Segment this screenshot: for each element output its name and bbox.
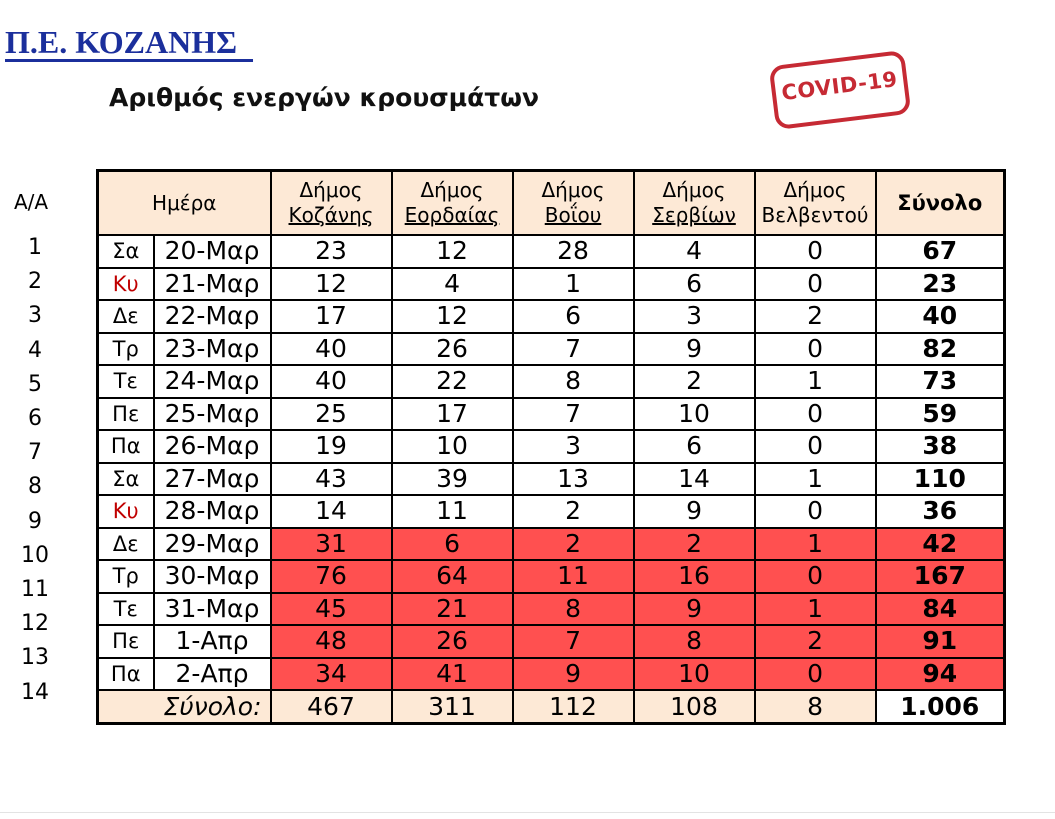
table-row [98, 365, 1005, 398]
day-of-week-cell: Τρ [98, 560, 154, 593]
total-cell: 59 [876, 398, 1005, 431]
table-header-row [98, 171, 1005, 236]
date-cell: 20-Μαρ [154, 235, 271, 268]
date-cell: 21-Μαρ [154, 268, 271, 301]
row-number: 1 [28, 235, 42, 260]
day-of-week-cell: Δε [98, 528, 154, 561]
table-row [98, 235, 1005, 268]
voiou-cell: 8 [513, 365, 634, 398]
voiou-cell: 8 [513, 593, 634, 626]
totals-row [98, 690, 1005, 724]
header-eordaias [392, 171, 513, 236]
voiou-cell: 13 [513, 463, 634, 496]
kozanis-cell: 17 [271, 300, 392, 333]
table-row [98, 463, 1005, 496]
row-number: 12 [21, 611, 49, 637]
stamp-label: COVID-19 [780, 67, 899, 106]
date-cell: 23-Μαρ [154, 333, 271, 366]
eordaias-cell: 12 [392, 235, 513, 268]
date-cell: 24-Μαρ [154, 365, 271, 398]
header-kozanis-line2: Κοζάνης [288, 203, 374, 227]
kozanis-cell: 12 [271, 268, 392, 301]
date-cell: 2-Απρ [154, 658, 271, 691]
date-cell: 29-Μαρ [154, 528, 271, 561]
servion-cell: 3 [634, 300, 755, 333]
voiou-cell: 2 [513, 495, 634, 528]
row-number: 10 [21, 542, 49, 568]
servion-cell: 8 [634, 625, 755, 658]
header-day: Ημέρα [98, 171, 271, 236]
voiou-cell: 6 [513, 300, 634, 333]
header-servion-line1: Δήμος [662, 178, 726, 202]
total-cell: 38 [876, 430, 1005, 463]
day-of-week-cell: Σα [98, 463, 154, 496]
day-of-week-cell: Πα [98, 658, 154, 691]
table-row [98, 560, 1005, 593]
total-cell: 73 [876, 365, 1005, 398]
eordaias-cell: 26 [392, 625, 513, 658]
day-of-week-cell: Κυ [98, 495, 154, 528]
date-cell: 31-Μαρ [154, 593, 271, 626]
velventou-cell: 2 [755, 625, 876, 658]
row-number: 4 [28, 337, 42, 363]
totals-eordaias: 311 [392, 690, 513, 724]
servion-cell: 6 [634, 268, 755, 301]
header-servion [634, 171, 755, 236]
velventou-cell: 0 [755, 235, 876, 268]
kozanis-cell: 25 [271, 398, 392, 431]
covid-stamp [769, 50, 912, 130]
velventou-cell: 0 [755, 430, 876, 463]
total-cell: 84 [876, 593, 1005, 626]
eordaias-cell: 64 [392, 560, 513, 593]
eordaias-cell: 17 [392, 398, 513, 431]
date-cell: 28-Μαρ [154, 495, 271, 528]
voiou-cell: 7 [513, 625, 634, 658]
table-row [98, 528, 1005, 561]
velventou-cell: 0 [755, 268, 876, 301]
header-voiou [513, 171, 634, 236]
total-cell: 42 [876, 528, 1005, 561]
velventou-cell: 0 [755, 560, 876, 593]
header-velventou-line1: Δήμος [783, 178, 847, 202]
velventou-cell: 1 [755, 365, 876, 398]
day-of-week-cell: Τρ [98, 333, 154, 366]
row-number: 8 [28, 474, 42, 500]
servion-cell: 2 [634, 365, 755, 398]
table-row [98, 495, 1005, 528]
header-voiou-line1: Δήμος [541, 178, 605, 202]
eordaias-cell: 26 [392, 333, 513, 366]
eordaias-cell: 22 [392, 365, 513, 398]
velventou-cell: 2 [755, 300, 876, 333]
row-number: 2 [28, 269, 42, 295]
kozanis-cell: 45 [271, 593, 392, 626]
totals-servion: 108 [634, 690, 755, 724]
day-of-week-cell: Δε [98, 300, 154, 333]
day-of-week-cell: Τε [98, 593, 154, 626]
header-velventou [755, 171, 876, 236]
kozanis-cell: 31 [271, 528, 392, 561]
velventou-cell: 0 [755, 658, 876, 691]
day-of-week-cell: Πε [98, 398, 154, 431]
table-row [98, 593, 1005, 626]
header-eordaias-line1: Δήμος [420, 178, 484, 202]
kozanis-cell: 48 [271, 625, 392, 658]
velventou-cell: 0 [755, 398, 876, 431]
velventou-cell: 1 [755, 528, 876, 561]
table-row [98, 658, 1005, 691]
row-number: 14 [21, 679, 49, 705]
page-subtitle: Αριθμός ενεργών κρουσμάτων [109, 83, 539, 112]
row-number: 5 [28, 371, 42, 397]
servion-cell: 9 [634, 495, 755, 528]
header-kozanis [271, 171, 392, 236]
eordaias-cell: 41 [392, 658, 513, 691]
voiou-cell: 11 [513, 560, 634, 593]
totals-voiou: 112 [513, 690, 634, 724]
header-voiou-line2: Βοΐου [544, 203, 602, 227]
day-of-week-cell: Τε [98, 365, 154, 398]
row-number: 7 [28, 440, 42, 466]
header-eordaias-line2: Εορδαίας [404, 203, 500, 227]
date-cell: 30-Μαρ [154, 560, 271, 593]
total-cell: 36 [876, 495, 1005, 528]
totals-label: Σύνολο: [98, 690, 271, 724]
total-cell: 91 [876, 625, 1005, 658]
header-servion-line2: Σερβίων [652, 203, 736, 227]
total-cell: 40 [876, 300, 1005, 333]
date-cell: 22-Μαρ [154, 300, 271, 333]
day-of-week-cell: Κυ [98, 268, 154, 301]
servion-cell: 9 [634, 593, 755, 626]
table-row [98, 300, 1005, 333]
header-kozanis-line1: Δήμος [299, 178, 363, 202]
totals-velventou: 8 [755, 690, 876, 724]
voiou-cell: 7 [513, 333, 634, 366]
day-of-week-cell: Πα [98, 430, 154, 463]
eordaias-cell: 6 [392, 528, 513, 561]
bottom-divider [0, 812, 1055, 813]
region-title: Π.Ε. ΚΟΖΑΝΗΣ [5, 24, 254, 60]
total-cell: 67 [876, 235, 1005, 268]
servion-cell: 4 [634, 235, 755, 268]
total-cell: 82 [876, 333, 1005, 366]
kozanis-cell: 40 [271, 333, 392, 366]
row-number-header: Α/Α [14, 190, 49, 214]
row-number: 13 [21, 645, 49, 671]
kozanis-cell: 14 [271, 495, 392, 528]
eordaias-cell: 21 [392, 593, 513, 626]
voiou-cell: 7 [513, 398, 634, 431]
header-velventou-line2: Βελβεντού [761, 203, 869, 227]
table-row [98, 333, 1005, 366]
total-cell: 110 [876, 463, 1005, 496]
eordaias-cell: 4 [392, 268, 513, 301]
date-cell: 26-Μαρ [154, 430, 271, 463]
date-cell: 1-Απρ [154, 625, 271, 658]
velventou-cell: 1 [755, 463, 876, 496]
row-number: 3 [28, 303, 42, 329]
kozanis-cell: 23 [271, 235, 392, 268]
eordaias-cell: 39 [392, 463, 513, 496]
table-row [98, 268, 1005, 301]
voiou-cell: 1 [513, 268, 634, 301]
date-cell: 27-Μαρ [154, 463, 271, 496]
servion-cell: 10 [634, 658, 755, 691]
date-cell: 25-Μαρ [154, 398, 271, 431]
voiou-cell: 28 [513, 235, 634, 268]
total-cell: 167 [876, 560, 1005, 593]
voiou-cell: 3 [513, 430, 634, 463]
row-number: 11 [21, 577, 49, 602]
header-total: Σύνολο [876, 171, 1005, 236]
servion-cell: 2 [634, 528, 755, 561]
row-number: 6 [28, 406, 42, 431]
servion-cell: 14 [634, 463, 755, 496]
voiou-cell: 2 [513, 528, 634, 561]
row-number: 9 [28, 508, 42, 534]
servion-cell: 9 [634, 333, 755, 366]
velventou-cell: 0 [755, 333, 876, 366]
servion-cell: 6 [634, 430, 755, 463]
table-row [98, 625, 1005, 658]
velventou-cell: 1 [755, 593, 876, 626]
table-row [98, 430, 1005, 463]
eordaias-cell: 12 [392, 300, 513, 333]
kozanis-cell: 40 [271, 365, 392, 398]
day-of-week-cell: Πε [98, 625, 154, 658]
active-cases-table [96, 169, 1006, 725]
day-of-week-cell: Σα [98, 235, 154, 268]
eordaias-cell: 11 [392, 495, 513, 528]
table-row [98, 398, 1005, 431]
total-cell: 94 [876, 658, 1005, 691]
servion-cell: 10 [634, 398, 755, 431]
eordaias-cell: 10 [392, 430, 513, 463]
kozanis-cell: 19 [271, 430, 392, 463]
kozanis-cell: 34 [271, 658, 392, 691]
velventou-cell: 0 [755, 495, 876, 528]
kozanis-cell: 43 [271, 463, 392, 496]
kozanis-cell: 76 [271, 560, 392, 593]
totals-kozanis: 467 [271, 690, 392, 724]
total-cell: 23 [876, 268, 1005, 301]
servion-cell: 16 [634, 560, 755, 593]
totals-grand: 1.006 [876, 690, 1005, 724]
voiou-cell: 9 [513, 658, 634, 691]
